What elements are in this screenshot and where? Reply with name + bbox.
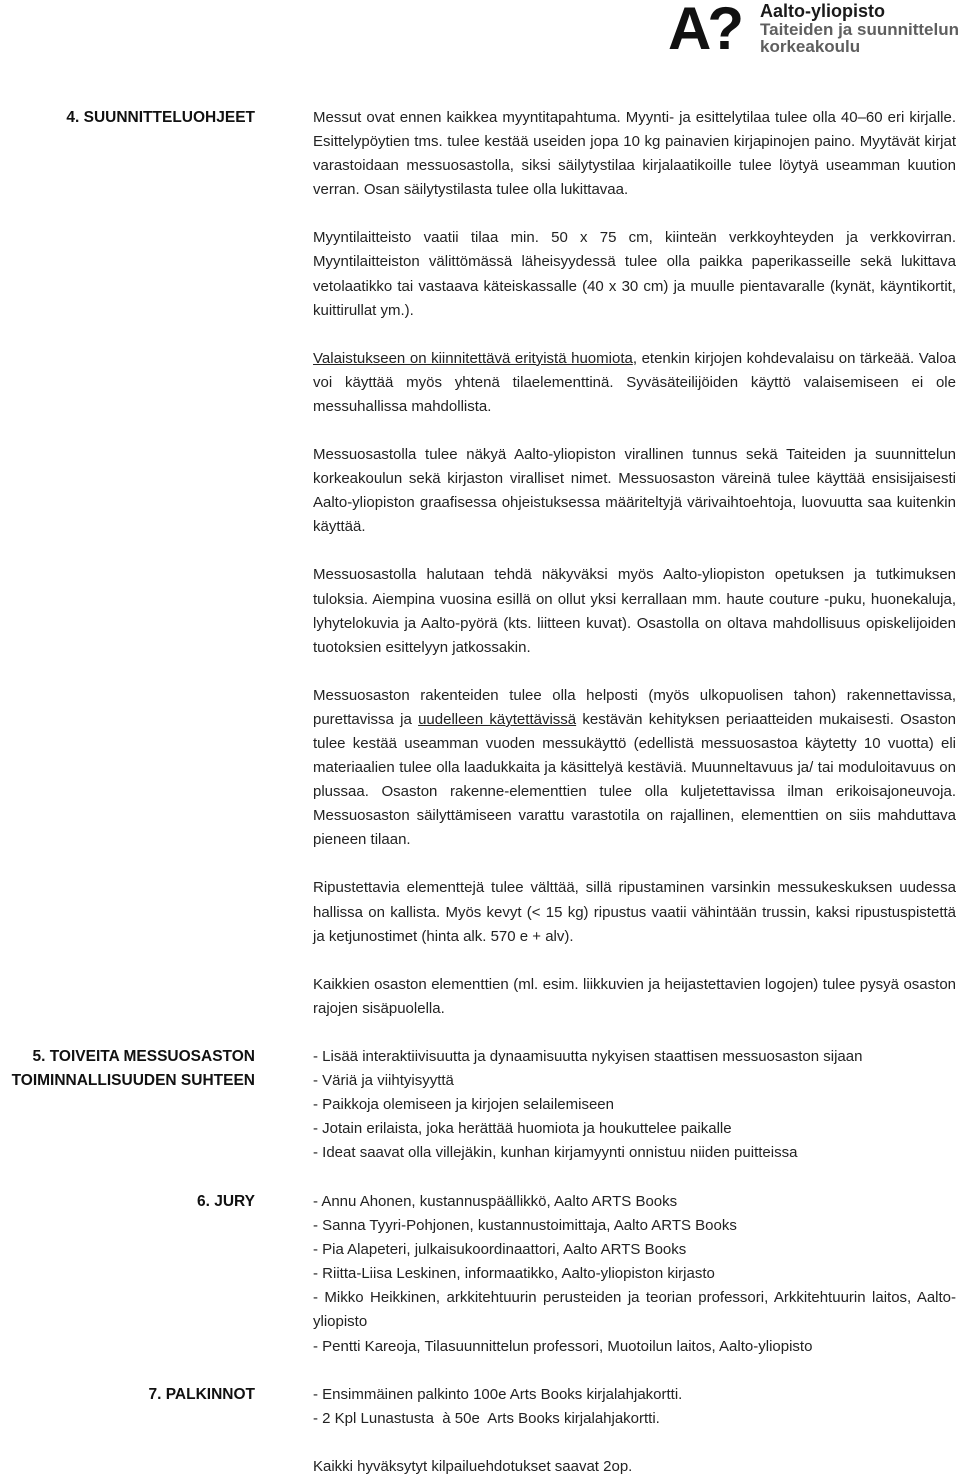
section-4-paragraph-4: Messuosastolla tulee näkyä Aalto-yliopiston virallinen tunnus sekä Taiteiden ja suunnittelun korkeakoulun sekä kirjaston viralliset nimet. Messuosaston väreinä tulee käyttää ensisijaisesti Aalto-yliopiston graafisessa ohjeistuksessa määriteltyjä värivaihtoehtoja, luovuutta saa kuitenkin käyttää. — [313, 446, 956, 536]
paragraph-6-rest: kestävän kehityksen periaatteiden mukaisesti. Osaston tulee kestää useamman vuoden messukäyttö (edellistä messuosastoa käytetty 10 vuotta) eli materiaalien tulee olla laadukkaita ja käsittelyä kestäviä. Muunneltavuus ja/ tai moduloitavuus on plussaa. Osaston rakenne-elementtien tulee olla kuljetettavissa ilman erikoisajoneuvoja. Messuosaston säilyttämiseen varattu varastotila on rajallinen, elementtien on siis mahduttava pieneen tilaan. — [313, 710, 956, 849]
section-4-paragraph-6 — [313, 684, 956, 853]
jury-member: - Annu Ahonen, kustannuspäällikkö, Aalto ARTS Books — [313, 1193, 678, 1210]
list-item: - Ideat saavat olla villejäkin, kunhan kirjamyynti onnistuu niiden puitteissa — [313, 1144, 798, 1162]
list-item: - Paikkoja olemiseen ja kirjojen selailemiseen — [313, 1096, 614, 1114]
section-4-paragraph-8: Kaikkien osaston elementtien (ml. esim. liikkuvien ja heijastettavien logojen) tulee pysyä osaston rajojen sisäpuolella. — [313, 975, 956, 1017]
section-5-heading-line-2: TOIMINNALLISUUDEN SUHTEEN — [11, 1072, 255, 1089]
reusable-emphasis: uudelleen käytettävissä — [418, 710, 577, 728]
section-4-paragraph-1: Messut ovat ennen kaikkea myyntitapahtuma. Myynti- ja esittelytilaa tulee olla 40–60 eri kirjalle. Esittelypöytien tms. tulee kestää useiden jopa 10 kg painavien kirjapinojen paino. Myytävät kirjat varastoidaan messuosastolla, siksi säilytystilaa kirjalaatikoille tulee löytyä useamman kuution verran. Osan säilytystilasta tulee olla lukittavaa. — [313, 109, 956, 199]
list-item: - Jotain erilaista, joka herättää huomiota ja houkuttelee paikalle — [313, 1120, 732, 1138]
paragraph-6-start: Messuosaston rakenteiden tulee olla helposti (myös ulkopuolisen tahon) rakennettavissa, purettavissa ja — [313, 686, 956, 728]
jury-member: - Mikko Heikkinen, arkkitehtuurin perusteiden ja teorian professori, Arkkitehtuurin laitos, Aalto-yliopisto — [313, 1289, 956, 1331]
section-4-paragraph-5: Messuosastolla halutaan tehdä näkyväksi myös Aalto-yliopiston opetuksen ja tutkimuksen tuloksia. Aiempina vuosina esillä on ollut yksi kerrallaan mm. haute couture -puku, huonekaluja, lyhytelokuvia ja Aalto-pyörä (kts. liitteen kuvat). Osastolla on oltava mahdollisuus opiskelijoiden tuotoksien esittelyyn jatkossakin. — [313, 566, 956, 656]
aalto-logo-mark — [668, 2, 748, 52]
prize-item: - 2 Kpl Lunastusta à 50e Arts Books kirjalahjakortti. — [313, 1410, 660, 1428]
section-6-jury-list — [313, 1190, 956, 1359]
logo-line-university: Aalto-yliopisto — [760, 1, 885, 21]
jury-member: - Pia Alapeteri, julkaisukoordinaattori, Aalto ARTS Books — [313, 1241, 687, 1259]
section-5-list — [313, 1045, 956, 1165]
section-4-heading: 4. SUUNNITTELUOHJEET — [66, 109, 255, 126]
lighting-emphasis: Valaistukseen on kiinnitettävä erityistä huomiota — [313, 349, 633, 367]
prize-item: - Ensimmäinen palkinto 100e Arts Books kirjalahjakortti. — [313, 1386, 683, 1403]
section-4-paragraph-2: Myyntilaitteisto vaatii tilaa min. 50 x 75 cm, kiinteän verkkoyhteyden ja verkkovirran. Myyntilaitteiston välittömässä läheisyydessä tulee olla paikka paperikasseille sekä lukittava vetolaatikko tai vastaava käteiskassalle (40 x 30 cm) ja muulle pientavaralle (kynät, käyntikortit, kuittirullat ym.). — [313, 229, 956, 319]
jury-member: - Pentti Kareoja, Tilasuunnittelun professori, Muotoilun laitos, Aalto-yliopisto — [313, 1337, 813, 1355]
section-4-paragraph-7: Ripustettavia elementtejä tulee välttää, sillä ripustaminen varsinkin messukeskuksen uudessa hallissa on kallista. Myös kevyt (< 15 kg) ripustus vaatii vähintään trussin, kaksi ripustuspistettä ja ketjunostimet (hinta alk. 570 e + alv). — [313, 879, 956, 945]
logo-mark-text: A? — [668, 2, 740, 52]
prize-note: Kaikki hyväksytyt kilpailuehdotukset saavat 2op. — [313, 1458, 633, 1476]
section-7-prizes — [313, 1383, 956, 1479]
list-item: - Lisää interaktiivisuutta ja dynaamisuutta nykyisen staattisen messuosaston sijaan — [313, 1048, 863, 1065]
list-item: - Väriä ja viihtyisyyttä — [313, 1072, 454, 1090]
section-6-heading: 6. JURY — [196, 1193, 255, 1210]
jury-member: - Riitta-Liisa Leskinen, informaatikko, Aalto-yliopiston kirjasto — [313, 1265, 715, 1283]
logo-line-school-2: korkeakoulu — [760, 37, 861, 56]
section-4-body — [313, 106, 956, 1021]
paragraph-3-rest: , etenkin kirjojen kohdevalaisu on tärkeää. Valoa voi käyttää myös yhtenä tilaelementtinä. Syväsäteilijöiden käyttö valaisemiseen ei ole messuhallissa mahdollista. — [313, 349, 957, 415]
jury-member: - Sanna Tyyri-Pohjonen, kustannustoimittaja, Aalto ARTS Books — [313, 1217, 737, 1235]
logo-line-school-1: Taiteiden ja suunnittelun — [760, 20, 959, 39]
section-5-heading-line-1: 5. TOIVEITA MESSUOSASTON — [32, 1048, 255, 1065]
section-5-heading — [12, 1045, 255, 1093]
section-7-heading: 7. PALKINNOT — [148, 1386, 255, 1403]
section-4-paragraph-3 — [313, 347, 956, 419]
